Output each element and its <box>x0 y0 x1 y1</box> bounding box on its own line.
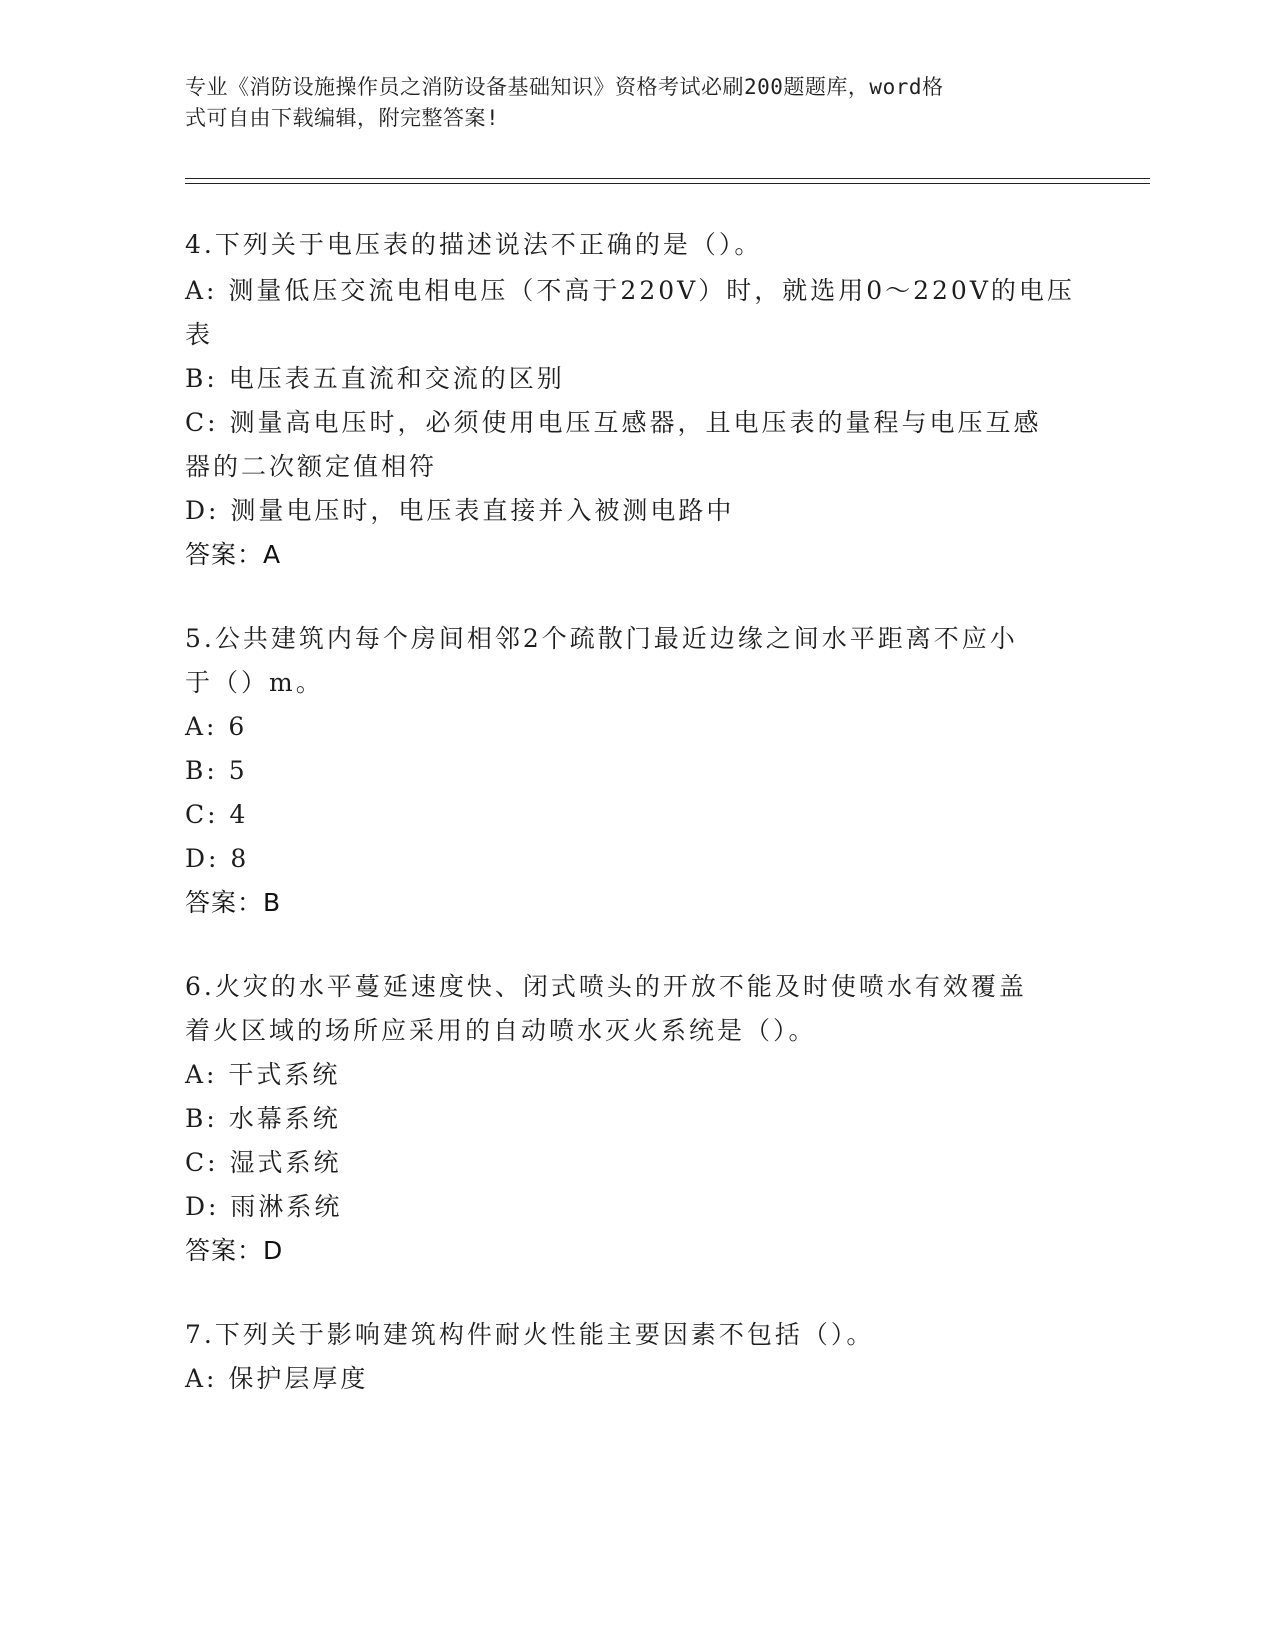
header-line-2: 式可自由下载编辑，附完整答案! <box>185 106 500 130</box>
question-4-option-a: A: 测量低压交流电相电压（不高于220V）时，就选用0～220V的电压 <box>185 276 1075 305</box>
question-6-answer: 答案：D <box>185 1236 284 1265</box>
question-4-option-b: B: 电压表五直流和交流的区别 <box>185 364 565 393</box>
question-6-option-a: A: 干式系统 <box>185 1060 341 1089</box>
header-divider-top <box>185 178 1150 179</box>
question-6-stem: 6.火灾的水平蔓延速度快、闭式喷头的开放不能及时使喷水有效覆盖 <box>185 972 1027 1001</box>
question-4-option-c: C: 测量高电压时，必须使用电压互感器，且电压表的量程与电压互感 <box>185 408 1042 437</box>
question-7-stem: 7.下列关于影响建筑构件耐火性能主要因素不包括（）。 <box>185 1320 875 1349</box>
question-6-option-c: C: 湿式系统 <box>185 1148 342 1177</box>
question-4-option-d: D: 测量电压时，电压表直接并入被测电路中 <box>185 496 735 525</box>
question-5-option-d: D: 8 <box>185 844 250 873</box>
header-divider-bottom <box>185 183 1150 184</box>
question-5-option-a: A: 6 <box>185 712 248 741</box>
document-header <box>185 72 1065 134</box>
question-5-stem-cont: 于（）m。 <box>185 668 324 697</box>
question-7-option-a: A: 保护层厚度 <box>185 1364 369 1393</box>
question-5-option-b: B: 5 <box>185 756 248 785</box>
question-5-answer: 答案：B <box>185 888 282 917</box>
question-6-stem-cont: 着火区域的场所应采用的自动喷水灭火系统是（）。 <box>185 1016 817 1045</box>
question-5-stem: 5.公共建筑内每个房间相邻2个疏散门最近边缘之间水平距离不应小 <box>185 624 1018 653</box>
question-4-option-a-cont: 表 <box>185 320 214 349</box>
question-4-answer: 答案：A <box>185 540 282 569</box>
question-6-option-b: B: 水幕系统 <box>185 1104 341 1133</box>
question-5-option-c: C: 4 <box>185 800 249 829</box>
question-6-option-d: D: 雨淋系统 <box>185 1192 343 1221</box>
header-line-1: 专业《消防设施操作员之消防设备基础知识》资格考试必刷200题题库，word格 <box>185 75 944 99</box>
question-4-option-c-cont: 器的二次额定值相符 <box>185 452 438 481</box>
question-4-stem: 4.下列关于电压表的描述说法不正确的是（）。 <box>185 230 763 259</box>
